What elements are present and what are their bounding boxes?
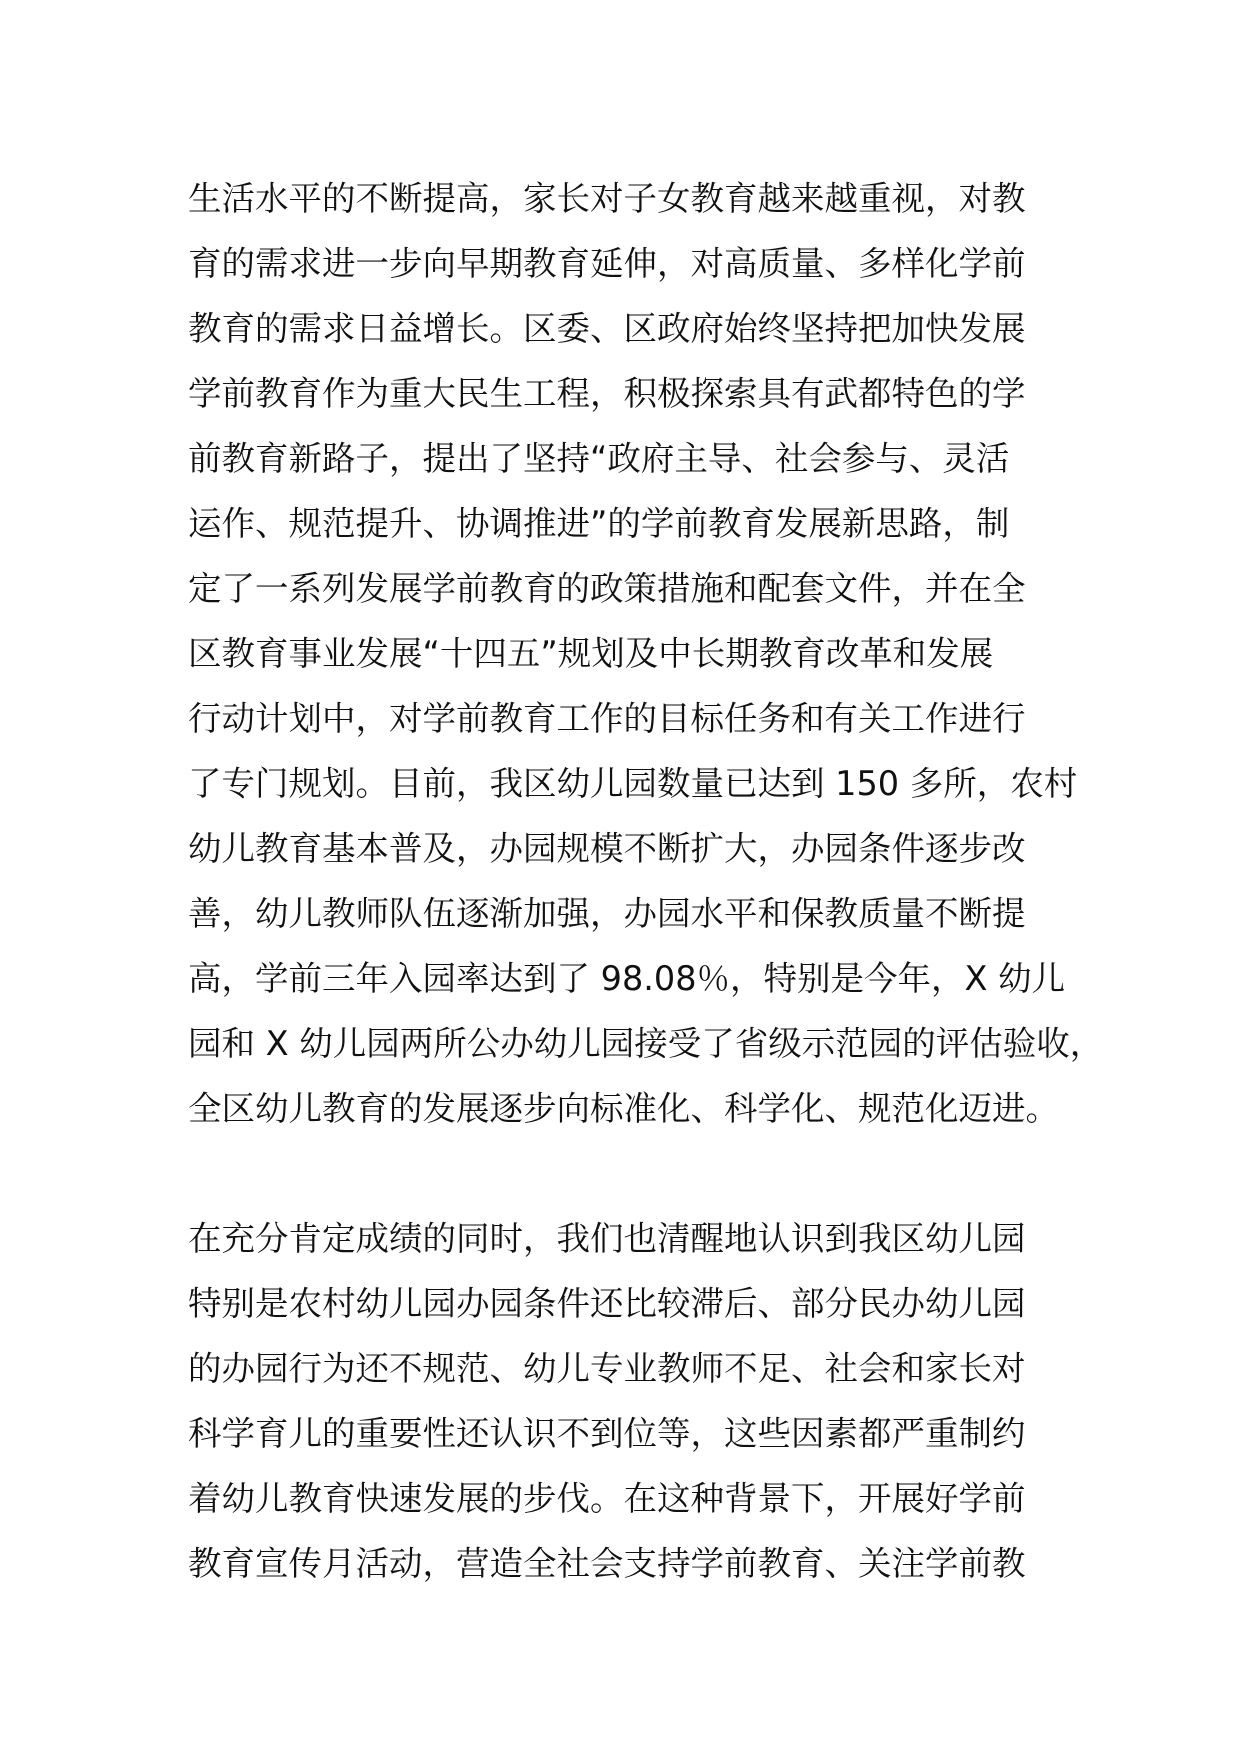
text-line: 善，幼儿教师队伍逐渐加强，办园水平和保教质量不断提: [188, 894, 1026, 933]
text-line: 行动计划中，对学前教育工作的目标任务和有关工作进行: [188, 699, 1026, 738]
text-line: 学前教育作为重大民生工程，积极探索具有武都特色的学: [188, 374, 1026, 413]
text-line: 园和 X 幼儿园两所公办幼儿园接受了省级示范园的评估验收，: [188, 1024, 1104, 1063]
text-line: 育的需求进一步向早期教育延伸，对高质量、多样化学前: [188, 244, 1026, 283]
text-line: 教育宣传月活动，营造全社会支持学前教育、关注学前教: [188, 1544, 1026, 1583]
text-line: 区教育事业发展“十四五”规划及中长期教育改革和发展: [188, 634, 994, 673]
text-line: 科学育儿的重要性还认识不到位等，这些因素都严重制约: [188, 1414, 1026, 1453]
text-line: 幼儿教育基本普及，办园规模不断扩大，办园条件逐步改: [188, 829, 1026, 868]
text-line: 全区幼儿教育的发展逐步向标准化、科学化、规范化迈进。: [188, 1089, 1059, 1128]
text-line: 着幼儿教育快速发展的步伐。在这种背景下，开展好学前: [188, 1479, 1026, 1518]
text-line: 在充分肯定成绩的同时，我们也清醒地认识到我区幼儿园: [188, 1219, 1026, 1258]
paragraph-1: [188, 166, 1103, 1141]
text-line: 定了一系列发展学前教育的政策措施和配套文件，并在全: [188, 569, 1026, 608]
text-line: 高，学前三年入园率达到了 98.08％，特别是今年，X 幼儿: [188, 959, 1066, 998]
text-line: 教育的需求日益增长。区委、区政府始终坚持把加快发展: [188, 309, 1026, 348]
paragraph-2: [188, 1206, 1026, 1596]
text-line: 的办园行为还不规范、幼儿专业教师不足、社会和家长对: [188, 1349, 1026, 1388]
text-line: 生活水平的不断提高，家长对子女教育越来越重视，对教: [188, 179, 1026, 218]
text-line: 运作、规范提升、协调推进”的学前教育发展新思路，制: [188, 504, 1010, 543]
text-line: 了专门规划。目前，我区幼儿园数量已达到 150 多所，农村: [188, 764, 1078, 803]
text-line: 前教育新路子，提出了坚持“政府主导、社会参与、灵活: [188, 439, 1010, 478]
text-line: 特别是农村幼儿园办园条件还比较滞后、部分民办幼儿园: [188, 1284, 1026, 1323]
